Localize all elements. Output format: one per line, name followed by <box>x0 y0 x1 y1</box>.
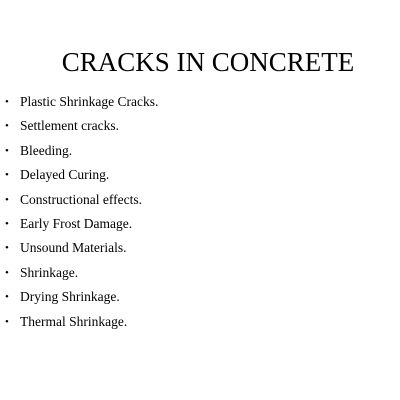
bullet-icon: • <box>5 193 9 206</box>
bullet-text: Thermal Shrinkage. <box>20 313 128 329</box>
bullet-icon: • <box>5 242 9 255</box>
bullet-text: Early Frost Damage. <box>20 215 133 231</box>
bullet-text: Plastic Shrinkage Cracks. <box>20 94 159 109</box>
bullet-icon: • <box>5 169 9 182</box>
bullet-icon: • <box>5 315 9 328</box>
bullet-text: Delayed Curing. <box>20 167 110 183</box>
bullet-text: Settlement cracks. <box>20 118 119 134</box>
bullet-icon: • <box>5 217 9 230</box>
slide-title: CRACKS IN CONCRETE <box>61 47 355 77</box>
bullet-icon: • <box>5 291 9 304</box>
bullet-text: Constructional effects. <box>20 191 142 207</box>
bullet-icon: • <box>5 96 9 108</box>
bullet-icon: • <box>5 120 9 133</box>
bullet-text: Drying Shrinkage. <box>20 289 120 305</box>
bullet-text: Unsound Materials. <box>20 240 127 256</box>
bullet-text: Bleeding. <box>20 142 73 158</box>
bullet-icon: • <box>5 144 9 157</box>
bullet-icon: • <box>5 266 9 279</box>
bullet-text: Shrinkage. <box>20 264 79 280</box>
